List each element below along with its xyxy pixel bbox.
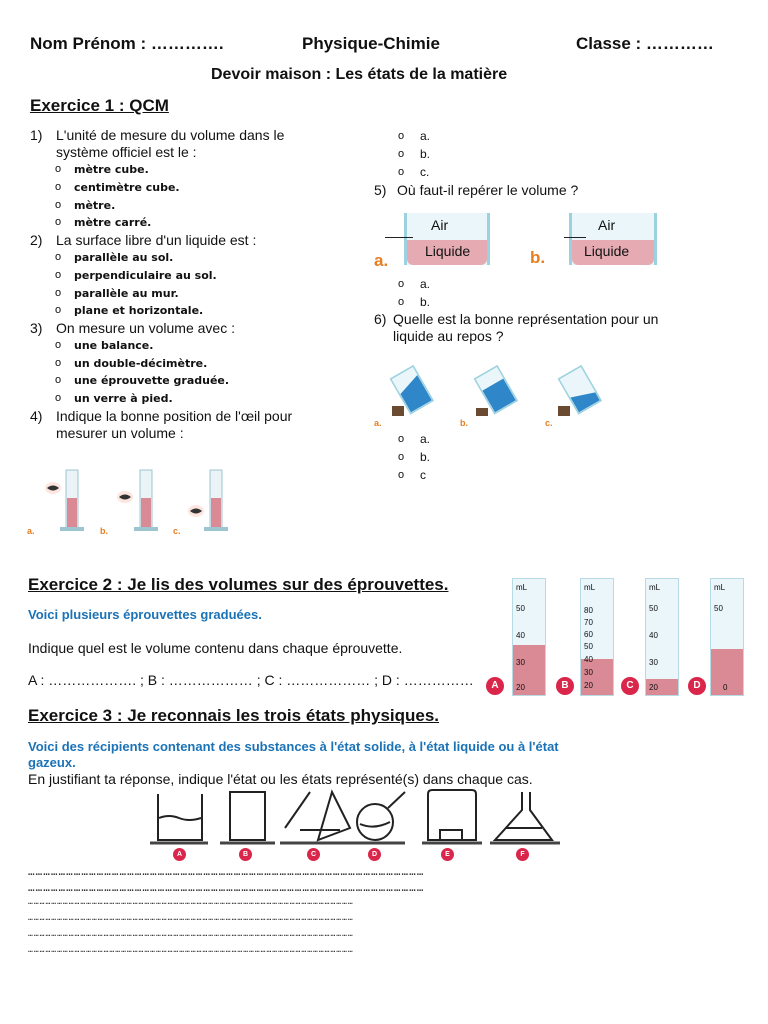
eye-position-figure xyxy=(26,464,246,542)
answer-line[interactable]: ………………………………………………………………………………………………………………………………………… xyxy=(28,865,425,878)
q1-option: mètre cube. xyxy=(74,163,149,176)
q2-option: parallèle au sol. xyxy=(74,251,174,264)
unit-label: mL xyxy=(516,583,528,592)
erlenmeyer-icon xyxy=(495,792,552,840)
cylinder-a-icon xyxy=(45,470,84,531)
q5-figure-a xyxy=(404,213,490,265)
q2-num: 2) xyxy=(30,232,43,248)
tick-label: 50 xyxy=(516,604,525,613)
q6-label: a. xyxy=(374,418,382,428)
q3-option: une éprouvette graduée. xyxy=(74,374,230,387)
bullet-icon: o xyxy=(398,278,405,290)
bullet-icon: o xyxy=(55,163,62,175)
bullet-icon: o xyxy=(55,304,62,316)
beaker-b-icon xyxy=(475,366,518,416)
bullet-icon: o xyxy=(55,251,62,263)
q6-label: b. xyxy=(460,418,468,428)
answer-line[interactable]: …………………………………………………………………………………………………………………………………………………… xyxy=(28,945,354,954)
bullet-icon: o xyxy=(55,181,62,193)
ex2-instruction: Indique quel est le volume contenu dans chaque éprouvette. xyxy=(28,640,403,656)
bullet-icon: o xyxy=(55,357,62,369)
tick-label: 50 xyxy=(649,604,658,613)
answer-line[interactable]: …………………………………………………………………………………………………………………………………………………… xyxy=(28,897,354,906)
q3-text: On mesure un volume avec : xyxy=(56,320,235,336)
tick-label: 30 xyxy=(516,658,525,667)
cylinder-D xyxy=(710,578,744,696)
tick-label: 50 xyxy=(714,604,723,613)
bullet-icon: o xyxy=(398,451,405,463)
q1-option: mètre carré. xyxy=(74,216,152,229)
cylinder-c-icon xyxy=(188,470,228,531)
bullet-icon: o xyxy=(55,374,62,386)
bullet-icon: o xyxy=(55,216,62,228)
tick-label: 50 xyxy=(584,642,593,651)
q4-answer: b. xyxy=(420,147,431,161)
ex3-intro-1: Voici des récipients contenant des substances à l'état solide, à l'état liquide ou à l'état xyxy=(28,739,559,754)
tilted-beaker-figure xyxy=(372,362,622,428)
q5-label: b. xyxy=(530,248,546,267)
bullet-icon: o xyxy=(55,199,62,211)
bullet-icon: o xyxy=(55,339,62,351)
ex3-instruction: En justifiant ta réponse, indique l'état ou les états représenté(s) dans chaque cas. xyxy=(28,771,533,787)
q4-num: 4) xyxy=(30,408,43,424)
container-badge-C: C xyxy=(307,848,320,861)
q1-text-2: système officiel est le : xyxy=(56,144,197,160)
q5-answer: a. xyxy=(420,277,431,291)
q4-label: b. xyxy=(100,526,108,536)
bullet-icon: o xyxy=(398,296,405,308)
bullet-icon: o xyxy=(398,130,405,142)
container-badge-E: E xyxy=(441,848,454,861)
cylinder-b-icon xyxy=(117,470,158,531)
q3-num: 3) xyxy=(30,320,43,336)
container-badge-F: F xyxy=(516,848,529,861)
q3-option: un double-décimètre. xyxy=(74,357,208,370)
liquide-label: Liquide xyxy=(425,243,471,259)
q1-option: mètre. xyxy=(74,199,116,212)
answer-line[interactable]: ………………………………………………………………………………………………………………………………………… xyxy=(28,881,425,894)
bullet-icon: o xyxy=(398,166,405,178)
tick-label: 40 xyxy=(649,631,658,640)
bullet-icon: o xyxy=(55,287,62,299)
q6-text-1: Quelle est la bonne représentation pour un xyxy=(393,311,659,327)
container-badge-B: B xyxy=(239,848,252,861)
cylinder-A xyxy=(512,578,546,696)
q2-option: plane et horizontale. xyxy=(74,304,204,317)
tick-label: 0 xyxy=(723,683,728,692)
bullet-icon: o xyxy=(398,148,405,160)
unit-label: mL xyxy=(584,583,596,592)
tilted-flask-icon xyxy=(285,792,350,840)
q5-num: 5) xyxy=(374,182,387,198)
cylinder-badge-D: D xyxy=(688,677,706,695)
q3-option: une balance. xyxy=(74,339,154,352)
unit-label: mL xyxy=(649,583,661,592)
q6-text-2: liquide au repos ? xyxy=(393,328,504,344)
cylinder-badge-B: B xyxy=(556,677,574,695)
q6-num: 6) xyxy=(374,311,387,327)
q4-label: c. xyxy=(173,526,181,536)
q4-label: a. xyxy=(27,526,35,536)
q3-option: un verre à pied. xyxy=(74,392,173,405)
tick-label: 80 xyxy=(584,606,593,615)
containers-figure xyxy=(150,788,570,848)
container-badge-A: A xyxy=(173,848,186,861)
ex2-title: Exercice 2 : Je lis des volumes sur des éprouvettes. xyxy=(28,575,449,594)
bullet-icon: o xyxy=(398,433,405,445)
q4-text-1: Indique la bonne position de l'œil pour xyxy=(56,408,293,424)
cylinder-B xyxy=(580,578,614,696)
ex3-intro-2: gazeux. xyxy=(28,755,76,770)
answer-line[interactable]: …………………………………………………………………………………………………………………………………………………… xyxy=(28,929,354,938)
round-flask-icon xyxy=(357,804,393,840)
q1-text-1: L'unité de mesure du volume dans le xyxy=(56,127,285,143)
q4-answer: c. xyxy=(420,165,430,179)
subject: Physique-Chimie xyxy=(302,34,440,53)
q2-option: perpendiculaire au sol. xyxy=(74,269,217,282)
container-badge-D: D xyxy=(368,848,381,861)
q6-label: c. xyxy=(545,418,553,428)
class-field: Classe : ………… xyxy=(576,34,714,53)
tick-label: 20 xyxy=(649,683,658,692)
page-title: Devoir maison : Les états de la matière xyxy=(211,66,508,83)
ex2-answer-line: A : ………………. ; B : ……………… ; C : ……………… ; D : …………… xyxy=(28,672,474,688)
tick-label: 30 xyxy=(649,658,658,667)
cylinder-C xyxy=(645,578,679,696)
q4-answer: a. xyxy=(420,129,431,143)
tick-label: 20 xyxy=(584,681,593,690)
ex3-title: Exercice 3 : Je reconnais les trois états physiques. xyxy=(28,706,440,725)
tick-label: 30 xyxy=(584,668,593,677)
bullet-icon: o xyxy=(55,269,62,281)
tick-label: 60 xyxy=(584,630,593,639)
unit-label: mL xyxy=(714,583,726,592)
q5-text: Où faut-il repérer le volume ? xyxy=(397,182,579,198)
q5-label: a. xyxy=(374,251,389,270)
beaker-c-icon xyxy=(558,366,601,416)
bullet-icon: o xyxy=(398,469,405,481)
q4-text-2: mesurer un volume : xyxy=(56,425,184,441)
liquide-label: Liquide xyxy=(584,243,630,259)
ex1-title: Exercice 1 : QCM xyxy=(30,96,169,115)
box-icon xyxy=(230,792,265,840)
q2-option: parallèle au mur. xyxy=(74,287,179,300)
cylinder-badge-A: A xyxy=(486,677,504,695)
q5-answer: b. xyxy=(420,295,431,309)
tick-label: 70 xyxy=(584,618,593,627)
bottle-icon xyxy=(428,790,476,840)
bullet-icon: o xyxy=(55,392,62,404)
beaker-a-icon xyxy=(391,366,434,416)
q2-text: La surface libre d'un liquide est : xyxy=(56,232,257,248)
q6-answer: b. xyxy=(420,450,431,464)
cylinder-badge-C: C xyxy=(621,677,639,695)
air-label: Air xyxy=(431,217,449,233)
tick-label: 40 xyxy=(516,631,525,640)
q6-answer: c xyxy=(420,468,426,482)
q1-num: 1) xyxy=(30,127,43,143)
q1-option: centimètre cube. xyxy=(74,181,180,194)
tick-label: 40 xyxy=(584,655,593,664)
q6-answer: a. xyxy=(420,432,431,446)
name-field: Nom Prénom : …………. xyxy=(30,34,224,53)
air-label: Air xyxy=(598,217,616,233)
q5-figure-b xyxy=(569,213,657,265)
tick-label: 20 xyxy=(516,683,525,692)
ex2-intro: Voici plusieurs éprouvettes graduées. xyxy=(28,607,262,622)
answer-line[interactable]: …………………………………………………………………………………………………………………………………………………… xyxy=(28,913,354,922)
